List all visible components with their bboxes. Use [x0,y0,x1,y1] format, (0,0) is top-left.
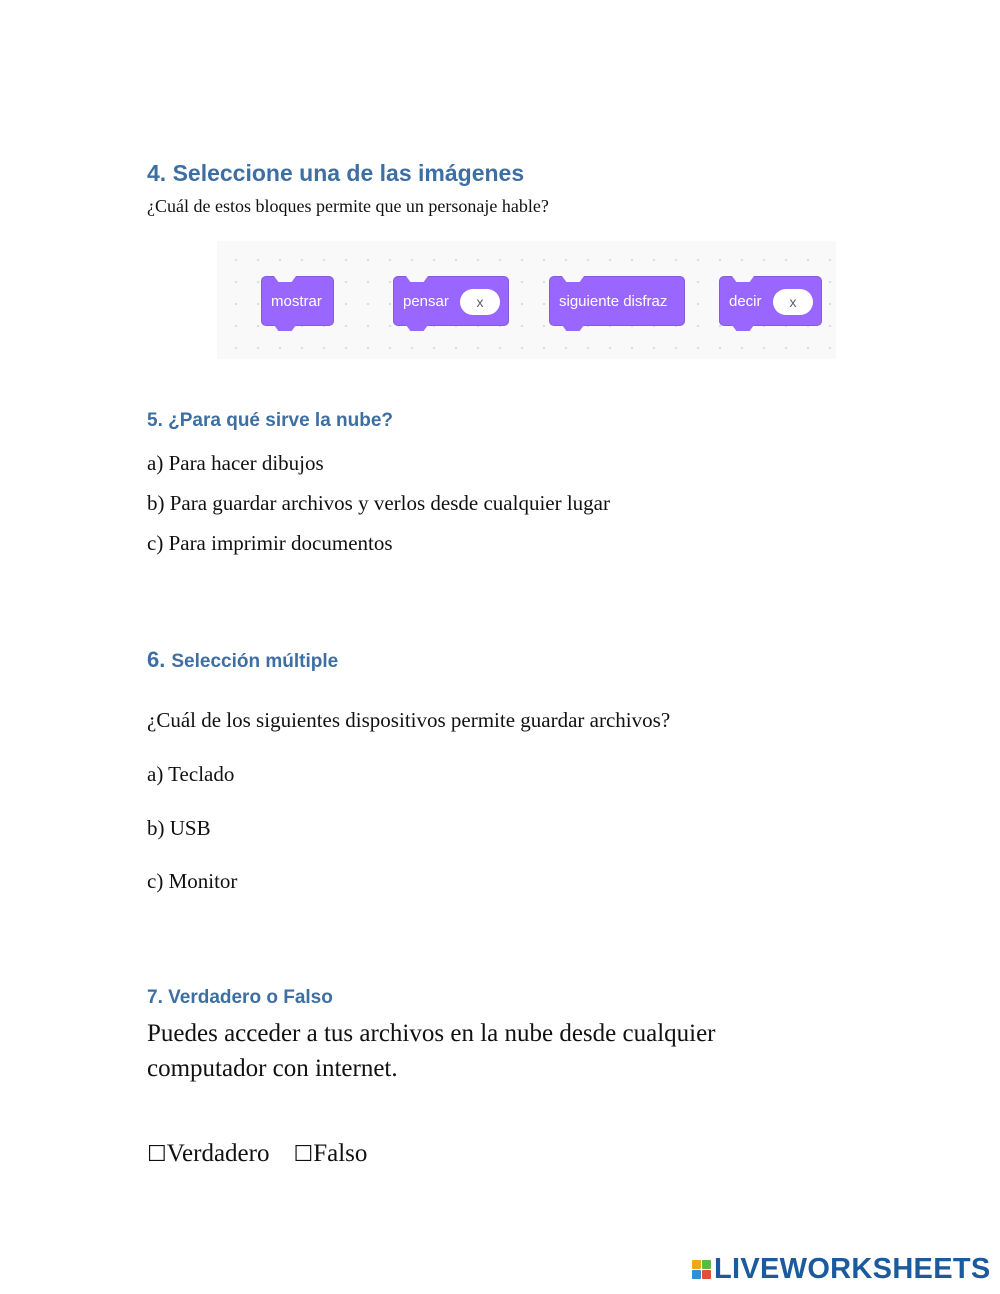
question-7-title: 7. Verdadero o Falso [147,987,333,1008]
logo-square [692,1270,701,1279]
option-falso-label: Falso [313,1140,368,1167]
question-6-title [147,647,338,673]
block-label: mostrar [271,292,322,310]
liveworksheets-logo [692,1253,991,1285]
liveworksheets-logo-icon [692,1260,711,1279]
checkbox-icon[interactable]: ☐ [293,1142,314,1167]
option-verdadero[interactable] [147,1138,269,1167]
question-6-option-a: a) Teclado [147,762,235,786]
question-6-option-b: b) USB [147,816,211,840]
true-false-options [147,1138,367,1168]
block-decir[interactable] [719,276,822,326]
question-5-option-a: a) Para hacer dibujos [147,451,324,475]
question-6-option-c: c) Monitor [147,869,238,893]
block-mostrar[interactable] [261,276,334,326]
question-5-option-b: b) Para guardar archivos y verlos desde cualquier lugar [147,491,610,515]
checkbox-icon[interactable]: ☐ [147,1142,167,1167]
block-label: decir [729,292,762,310]
question-6-title-text: Selección múltiple [171,651,339,672]
block-pensar[interactable] [393,276,509,326]
logo-square [702,1260,711,1269]
question-6-number: 6. [147,647,166,672]
question-6-prompt: ¿Cuál de los siguientes dispositivos permite guardar archivos? [147,708,671,732]
question-7-statement-line-2: computador con internet. [147,1055,398,1082]
question-5-title: 5. ¿Para qué sirve la nube? [147,410,394,431]
block-input: x [773,289,813,315]
question-4-title: 4. Seleccione una de las imágenes [147,160,525,186]
block-label: siguiente disfraz [559,292,668,310]
question-7-statement-line-1: Puedes acceder a tus archivos en la nube desde cualquier [147,1020,716,1047]
scratch-blocks-image [217,241,836,359]
option-verdadero-label: Verdadero [166,1140,270,1167]
question-5-option-c: c) Para imprimir documentos [147,531,393,555]
logo-square [692,1260,701,1269]
block-label: pensar [403,292,449,310]
liveworksheets-logo-text: LIVEWORKSHEETS [714,1252,991,1285]
block-input: x [460,289,500,315]
logo-square [702,1270,711,1279]
question-4-prompt: ¿Cuál de estos bloques permite que un personaje hable? [147,196,549,216]
option-falso[interactable] [293,1138,367,1167]
block-siguiente-disfraz[interactable] [549,276,685,326]
